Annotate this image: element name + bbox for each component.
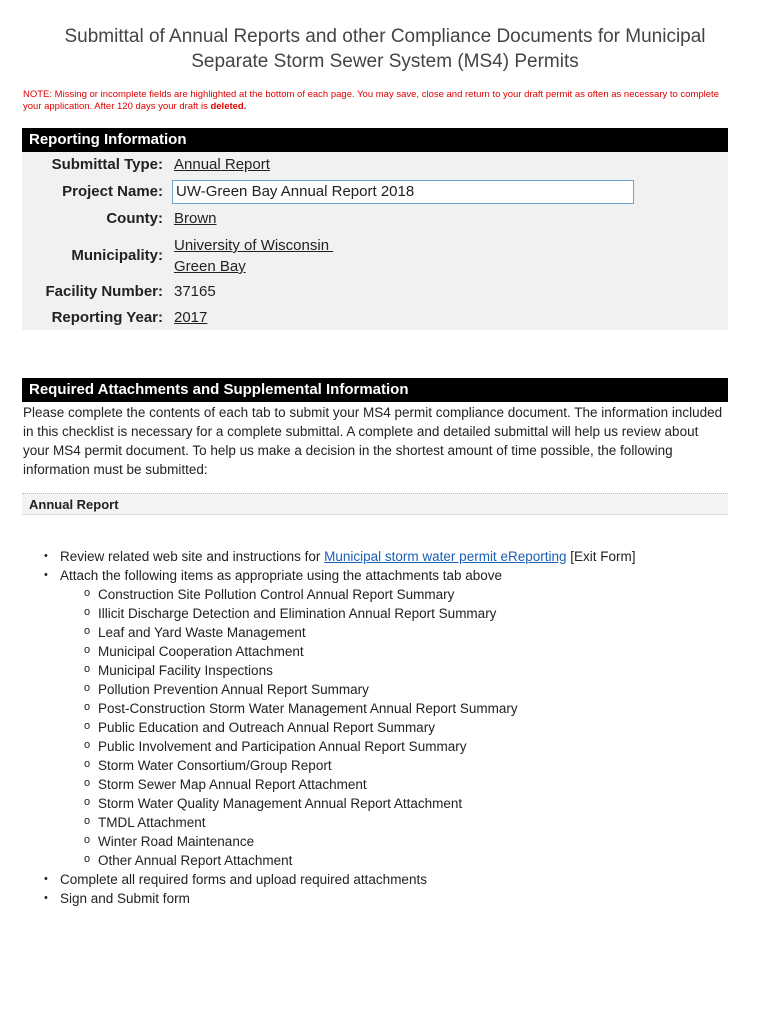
reporting-year-value[interactable]: 2017 [174,309,208,326]
sub-list-item [84,815,206,830]
sub-list-item-text: Municipal Cooperation Attachment [98,644,304,659]
circle-bullet-icon: o [84,606,91,618]
draft-note-emphasis: deleted. [210,101,247,112]
circle-bullet-icon: o [84,777,91,789]
sub-list-item-text: Illicit Discharge Detection and Elimination Annual Report Summary [98,606,497,621]
sub-list-item [84,758,332,773]
municipality-value[interactable] [174,235,333,277]
bullet-icon: • [44,569,48,581]
attachments-header: Required Attachments and Supplemental Information [22,378,728,402]
list-item-text: Review related web site and instructions for [60,549,325,564]
sub-list-item [84,739,467,754]
project-name-input[interactable]: UW-Green Bay Annual Report 2018 [172,180,634,204]
sub-list-item [84,625,306,640]
list-item [44,549,636,564]
circle-bullet-icon: o [84,739,91,751]
facility-number-value: 37165 [174,283,216,300]
submittal-type-label: Submittal Type: [51,156,163,173]
reporting-year-label: Reporting Year: [51,309,163,326]
sub-list-item [84,682,369,697]
list-item [44,891,190,906]
county-value[interactable]: Brown [174,210,217,227]
attachments-intro: Please complete the contents of each tab to submit your MS4 permit compliance document. The information included in this checklist is necessary for a complete submittal. A complete and detailed submittal will help us review about your MS4 permit document. To help us make a decision in the shortest amount of time possible, the following information must be submitted: [23,405,723,477]
page-title [40,24,730,74]
sub-list-item-text: Construction Site Pollution Control Annual Report Summary [98,587,455,602]
sub-list-item [84,720,435,735]
bullet-icon: • [44,873,48,885]
exit-form-text: [Exit Form] [566,549,636,564]
sub-list-item [84,587,455,602]
list-item-text: Sign and Submit form [60,891,190,906]
list-item [44,872,427,887]
circle-bullet-icon: o [84,834,91,846]
circle-bullet-icon: o [84,587,91,599]
sub-list-item [84,834,255,849]
submittal-type-value[interactable]: Annual Report [174,156,270,173]
page-title-line1: Submittal of Annual Reports and other Compliance Documents for Municipal [64,26,706,47]
facility-number-label: Facility Number: [45,283,163,300]
tab-annual-report[interactable]: Annual Report [22,493,728,515]
circle-bullet-icon: o [84,758,91,770]
circle-bullet-icon: o [84,815,91,827]
circle-bullet-icon: o [84,644,91,656]
sub-list-item-text: Other Annual Report Attachment [98,853,293,868]
sub-list-item-text: Storm Sewer Map Annual Report Attachment [98,777,367,792]
circle-bullet-icon: o [84,663,91,675]
project-name-label: Project Name: [62,183,163,200]
sub-list-item [84,644,304,659]
bullet-icon: • [44,550,48,562]
circle-bullet-icon: o [84,625,91,637]
list-item-text: Attach the following items as appropriate using the attachments tab above [60,568,503,583]
circle-bullet-icon: o [84,796,91,808]
list-item-text: Complete all required forms and upload required attachments [60,872,427,887]
bullet-icon: • [44,892,48,904]
sub-list-item-text: Public Involvement and Participation Annual Report Summary [98,739,467,754]
draft-note [23,89,733,113]
sub-list-item [84,777,367,792]
list-item [44,568,503,583]
reporting-info-panel [22,152,728,330]
sub-list-item-text: Storm Water Consortium/Group Report [98,758,332,773]
sub-list-item-text: Municipal Facility Inspections [98,663,273,678]
page-title-line2: Separate Storm Sewer System (MS4) Permits [191,51,579,72]
ereporting-link[interactable]: Municipal storm water permit eReporting [324,549,567,564]
circle-bullet-icon: o [84,701,91,713]
municipality-value-line2: Green Bay [174,258,246,275]
sub-list-item-text: Winter Road Maintenance [98,834,255,849]
reporting-info-header: Reporting Information [22,128,728,152]
sub-list-item [84,796,463,811]
circle-bullet-icon: o [84,720,91,732]
circle-bullet-icon: o [84,853,91,865]
circle-bullet-icon: o [84,682,91,694]
municipality-value-line1: University of Wisconsin [174,237,334,254]
sub-list-item [84,663,273,678]
sub-list-item-text: Pollution Prevention Annual Report Summary [98,682,369,697]
sub-list-item [84,606,497,621]
sub-list-item-text: Leaf and Yard Waste Management [98,625,306,640]
municipality-label: Municipality: [71,247,163,264]
sub-list-item-text: Storm Water Quality Management Annual Report Attachment [98,796,463,811]
sub-list-item-text: TMDL Attachment [98,815,206,830]
draft-note-text: NOTE: Missing or incomplete fields are highlighted at the bottom of each page. You may save, close and return to your draft permit as often as necessary to complete your application. After 120 days your draft is [23,89,719,112]
county-label: County: [106,210,163,227]
sub-list-item [84,853,293,868]
sub-list-item-text: Post-Construction Storm Water Management Annual Report Summary [98,701,518,716]
sub-list-item [84,701,518,716]
sub-list-item-text: Public Education and Outreach Annual Report Summary [98,720,435,735]
